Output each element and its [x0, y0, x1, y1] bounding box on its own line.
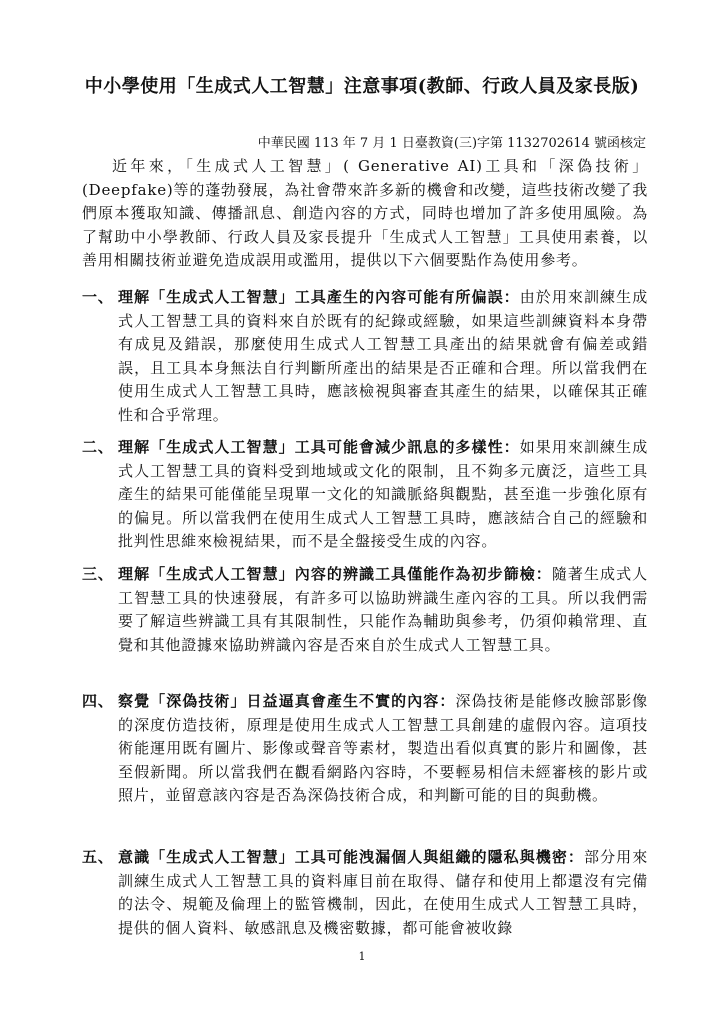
item-heading: 理解「生成式人工智慧」工具產生的內容可能有所偏誤： — [118, 288, 520, 306]
list-item — [82, 436, 648, 554]
item-number: 四、 — [82, 692, 114, 710]
approval-reference: 中華民國 113 年 7 月 1 日臺教資(三)字第 1132702614 號函核定 — [257, 136, 646, 151]
item-body — [118, 846, 648, 940]
item-heading: 意識「生成式人工智慧」工具可能洩漏個人與組織的隱私與機密： — [118, 848, 584, 866]
list-item — [82, 563, 648, 657]
item-text: 由於用來訓練生成式人工智慧工具的資料來自於既有的紀錄或經驗，如果這些訓練資料本身帶有成見及錯誤，那麼使用生成式人工智慧工具產出的結果就會有偏差或錯誤，且工具本身無法自行判斷所產出的結果是否正確和合理。所以當我們在使用生成式人工智慧工具時，應該檢視與審查其產生的結果，以確保其正確性和合乎常理。 — [118, 288, 648, 424]
item-text: 深偽技術是能修改臉部影像的深度仿造技術，原理是使用生成式人工智慧工具創建的虛假內容。這項技術能運用既有圖片、影像或聲音等素材，製造出看似真實的影片和圖像，甚至假新聞。所以當我們在觀看網路內容時，不要輕易相信未經審核的影片或照片，並留意該內容是否為深偽技術合成，和判斷可能的目的與動機。 — [118, 692, 648, 805]
page-number: 1 — [358, 950, 366, 963]
item-number: 一、 — [82, 288, 114, 306]
list-item — [82, 690, 648, 808]
item-heading: 理解「生成式人工智慧」工具可能會減少訊息的多樣性： — [118, 438, 520, 456]
item-body — [118, 690, 648, 808]
item-text: 隨著生成式人工智慧工具的快速發展，有許多可以協助辨識生產內容的工具。所以我們需要了解這些辨識工具有其限制性，只能作為輔助與參考，仍須仰賴常理、直覺和其他證據來協助辨識內容是否來自於生成式人工智慧工具。 — [118, 565, 648, 654]
item-number: 三、 — [82, 565, 114, 583]
item-text: 如果用來訓練生成式人工智慧工具的資料受到地域或文化的限制，且不夠多元廣泛，這些工具產生的結果可能僅能呈現單一文化的知識脈絡與觀點，甚至進一步強化原有的偏見。所以當我們在使用生成式人工智慧工具時，應該結合自己的經驗和批判性思維來檢視結果，而不是全盤接受生成的內容。 — [118, 438, 648, 551]
item-body — [118, 286, 648, 428]
list-item — [82, 286, 648, 428]
list-item — [82, 846, 648, 940]
item-number: 二、 — [82, 438, 114, 456]
page-title: 中小學使用「生成式人工智慧」注意事項(教師、行政人員及家長版) — [84, 76, 640, 97]
item-heading: 察覺「深偽技術」日益逼真會產生不實的內容： — [118, 692, 456, 710]
item-number: 五、 — [82, 848, 114, 866]
item-body — [118, 563, 648, 657]
intro-paragraph: 近年來，「生成式人工智慧」( Generative AI)工具和「深偽技術」(Deepfake)等的蓬勃發展，為社會帶來許多新的機會和改變，這些技術改變了我們原本獲取知識、傳播訊息、創造內容的方式，同時也增加了許多使用風險。為了幫助中小學教師、行政人員及家長提升「生成式人工智慧」工具使用素養，以善用相關技術並避免造成誤用或濫用，提供以下六個要點作為使用參考。 — [82, 157, 648, 270]
item-heading: 理解「生成式人工智慧」內容的辨識工具僅能作為初步篩檢： — [118, 565, 552, 583]
item-text: 部分用來訓練生成式人工智慧工具的資料庫目前在取得、儲存和使用上都還沒有完備的法令、規範及倫理上的監管機制，因此，在使用生成式人工智慧工具時，提供的個人資料、敏感訊息及機密數據，都可能會被收錄 — [118, 848, 649, 937]
item-body — [118, 436, 648, 554]
